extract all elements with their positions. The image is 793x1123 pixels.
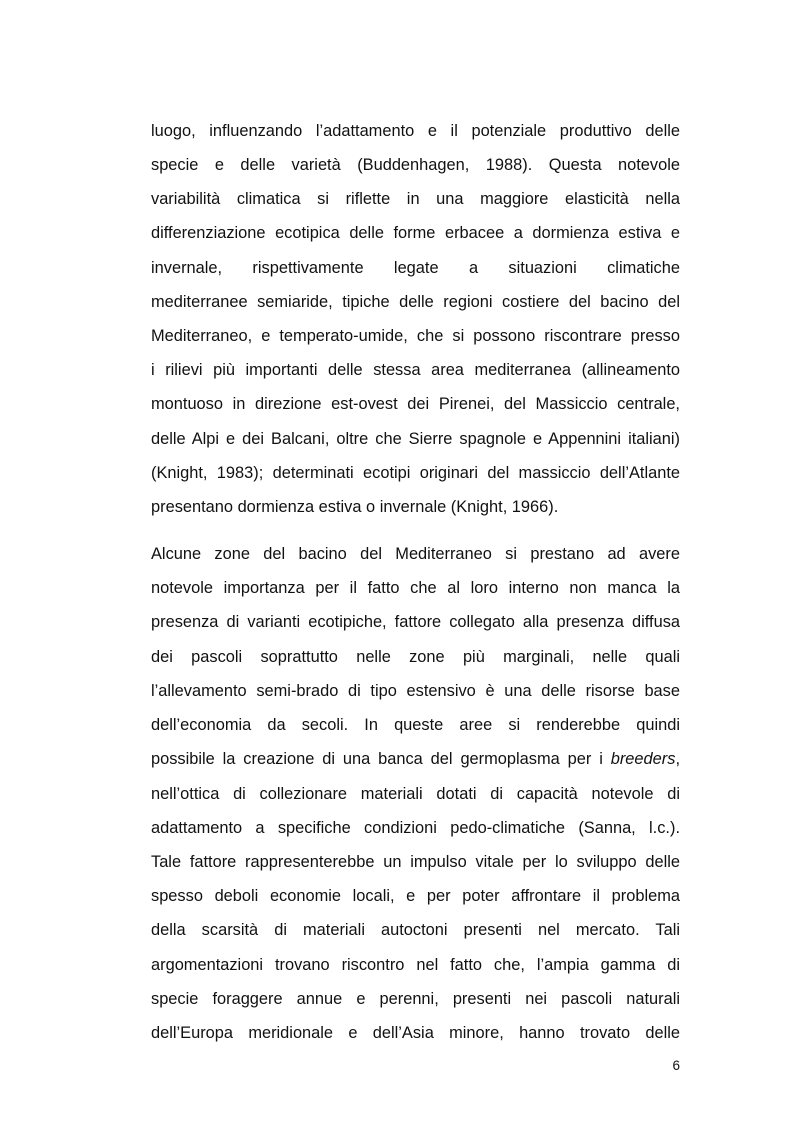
paragraph-2-line: dei pascoli soprattutto nelle zone più marginali, nelle quali: [151, 648, 680, 666]
line-text: possibile la creazione di una banca del germoplasma per i: [151, 750, 611, 768]
paragraph-1-line: (Knight, 1983); determinati ecotipi originari del massiccio dell’Atlante: [151, 464, 680, 482]
paragraph-1-line: montuoso in direzione est-ovest dei Pirenei, del Massiccio centrale,: [151, 395, 680, 413]
paragraph-2-line: della scarsità di materiali autoctoni presenti nel mercato. Tali: [151, 921, 680, 939]
paragraph-1-line: presentano dormienza estiva o invernale (Knight, 1966).: [151, 498, 559, 516]
paragraph-1-line: delle Alpi e dei Balcani, oltre che Sierre spagnole e Appennini italiani): [151, 430, 680, 448]
line-text: ,: [675, 750, 680, 768]
paragraph-2-line: nell’ottica di collezionare materiali dotati di capacità notevole di: [151, 785, 680, 803]
paragraph-2-line: specie foraggere annue e perenni, presenti nei pascoli naturali: [151, 990, 680, 1008]
paragraph-1-line: Mediterraneo, e temperato-umide, che si possono riscontrare presso: [151, 327, 680, 345]
paragraph-2-line: Alcune zone del bacino del Mediterraneo si prestano ad avere: [151, 545, 680, 563]
paragraph-2-line: dell’economia da secoli. In queste aree si renderebbe quindi: [151, 716, 680, 734]
paragraph-2-line: l’allevamento semi-brado di tipo estensivo è una delle risorse base: [151, 682, 680, 700]
paragraph-2-line: dell’Europa meridionale e dell’Asia minore, hanno trovato delle: [151, 1024, 680, 1042]
paragraph-2-line: notevole importanza per il fatto che al loro interno non manca la: [151, 579, 680, 597]
paragraph-1-line: luogo, influenzando l’adattamento e il potenziale produttivo delle: [151, 122, 680, 140]
paragraph-1-line: i rilievi più importanti delle stessa area mediterranea (allineamento: [151, 361, 680, 379]
paragraph-2-line: argomentazioni trovano riscontro nel fatto che, l’ampia gamma di: [151, 956, 680, 974]
paragraph-2-line: Tale fattore rappresenterebbe un impulso vitale per lo sviluppo delle: [151, 853, 680, 871]
paragraph-2-line: adattamento a specifiche condizioni pedo-climatiche (Sanna, l.c.).: [151, 819, 680, 837]
page-number: 6: [672, 1058, 680, 1073]
paragraph-1-line: mediterranee semiaride, tipiche delle regioni costiere del bacino del: [151, 293, 680, 311]
paragraph-2-line: presenza di varianti ecotipiche, fattore collegato alla presenza diffusa: [151, 613, 680, 631]
paragraph-1-line: specie e delle varietà (Buddenhagen, 1988). Questa notevole: [151, 156, 680, 174]
paragraph-2-line: [151, 747, 680, 771]
italic-term-breeders: breeders: [610, 750, 676, 768]
paragraph-1-line: differenziazione ecotipica delle forme erbacee a dormienza estiva e: [151, 224, 680, 242]
paragraph-1-line: variabilità climatica si riflette in una maggiore elasticità nella: [151, 190, 680, 208]
paragraph-1-line: invernale, rispettivamente legate a situazioni climatiche: [151, 259, 680, 277]
paragraph-2-line: spesso deboli economie locali, e per poter affrontare il problema: [151, 887, 680, 905]
